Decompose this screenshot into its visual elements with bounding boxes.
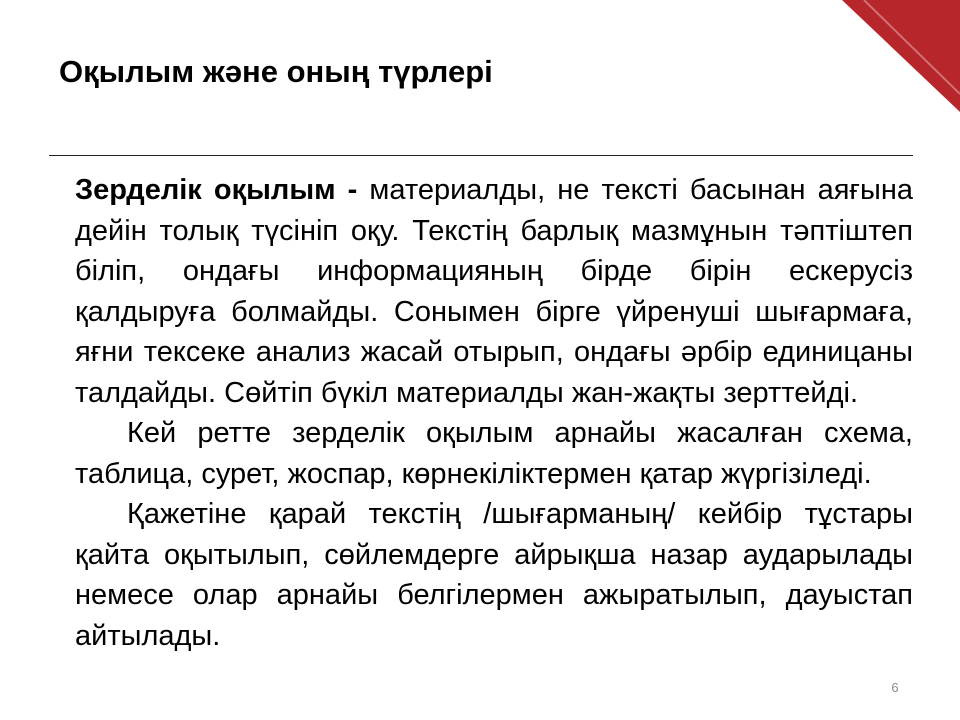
title-divider xyxy=(49,155,913,156)
term-heading: Зерделік оқылым - xyxy=(75,174,358,206)
paragraph-rereading: Қажетіне қарай текстің /шығарманың/ кейбір тұстары қайта оқытылып, сөйлемдерге айрықша назар аударылады немесе олар арнайы белгілермен ажыратылып, дауыстап айтылады. xyxy=(75,498,913,652)
definition-text: материалды, не тексті басынан аяғына дейін толық түсініп оқу. Текстің барлық мазмұнын тәптіштеп біліп, ондағы информацияның бірде бірін ескерусіз қалдыруға болмайды. Сонымен бірге үйренуші шығармаға, яғни тексеке анализ жасай отырып, ондағы әрбір единицаны талдайды. Сөйтіп бүкіл материалды жан-жақты зерттейді. xyxy=(75,174,913,409)
paragraph-visual-aids: Кей ретте зерделік оқылым арнайы жасалған схема, таблица, сурет, жоспар, көрнекіліктермен қатар жүргізіледі. xyxy=(75,417,913,490)
corner-accent-triangle xyxy=(842,0,960,112)
paragraph-definition xyxy=(75,170,913,413)
accent-triangle-red xyxy=(842,0,960,112)
page-number: 6 xyxy=(891,680,899,695)
slide-title: Оқылым және оның түрлері xyxy=(59,54,493,89)
slide-body xyxy=(75,170,913,656)
